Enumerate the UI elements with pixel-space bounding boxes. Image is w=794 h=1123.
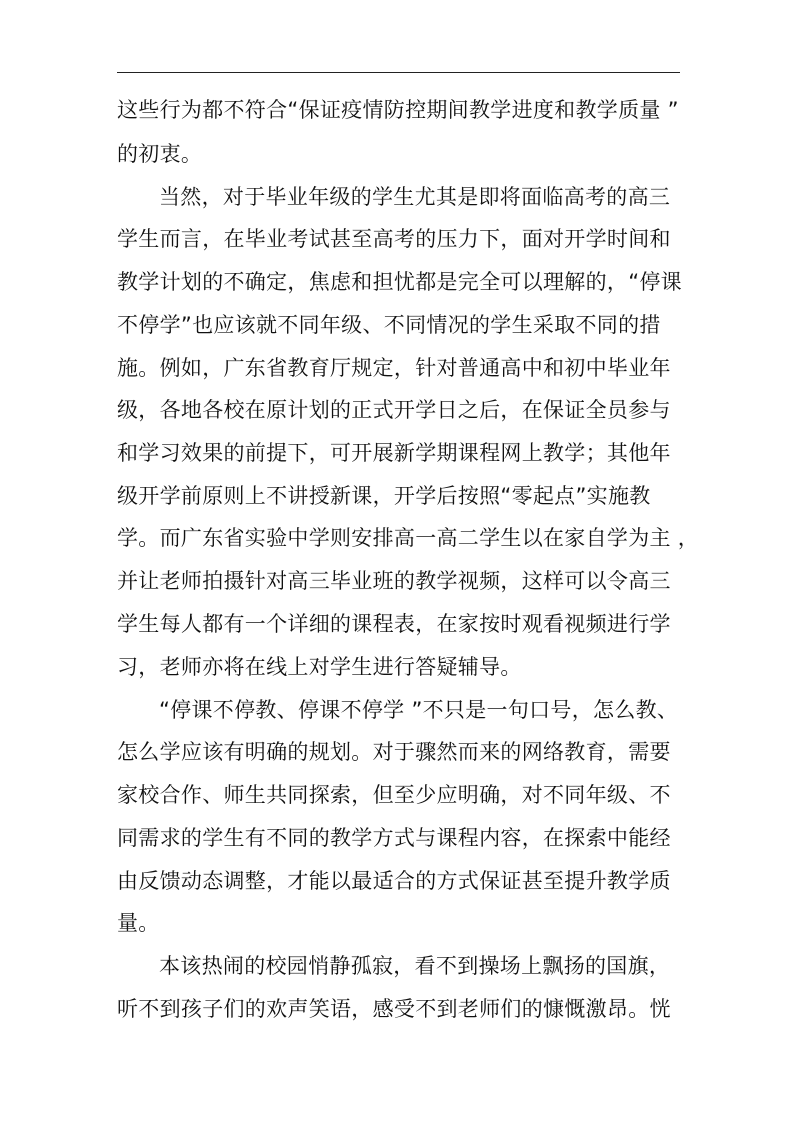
text-line: 学。而广东省实验中学则安排高一高二学生以在家自学为主 ， bbox=[117, 526, 700, 550]
text-line: 级开学前原则上不讲授新课，开学后按照“零起点”实施教 bbox=[117, 484, 651, 508]
text-line: 施。例如，广东省教育厅规定，针对普通高中和初中毕业年 bbox=[117, 356, 671, 380]
text-line: 和学习效果的前提下，可开展新学期课程网上教学；其他年 bbox=[117, 441, 671, 465]
paragraph-first-line: 当然，对于毕业年级的学生尤其是即将面临高考的高三 bbox=[159, 185, 671, 209]
text-line: 量。 bbox=[117, 911, 160, 935]
header-divider bbox=[117, 72, 680, 73]
text-line: 这些行为都不符合“保证疫情防控期间教学进度和教学质量 ” bbox=[117, 98, 679, 122]
text-line: 的初衷。 bbox=[117, 142, 203, 166]
text-line: 级，各地各校在原计划的正式开学日之后，在保证全员参与 bbox=[117, 398, 671, 422]
text-line: 学生每人都有一个详细的课程表，在家按时观看视频进行学 bbox=[117, 612, 671, 636]
text-line: 教学计划的不确定，焦虑和担忧都是完全可以理解的，“停课 bbox=[117, 270, 682, 294]
paragraph-first-line: “停课不停教、停课不停学 ”不只是一句口号，怎么教、 bbox=[159, 698, 679, 722]
text-line: 由反馈动态调整，才能以最适合的方式保证甚至提升教学质 bbox=[117, 869, 671, 893]
text-line: 听不到孩子们的欢声笑语，感受不到老师们的慷慨激昂。恍 bbox=[117, 997, 671, 1021]
text-line: 同需求的学生有不同的教学方式与课程内容，在探索中能经 bbox=[117, 826, 671, 850]
text-line: 并让老师拍摄针对高三毕业班的教学视频，这样可以令高三 bbox=[117, 569, 671, 593]
text-line: 不停学”也应该就不同年级、不同情况的学生采取不同的措 bbox=[117, 313, 661, 337]
text-line: 怎么学应该有明确的规划。对于骤然而来的网络教育，需要 bbox=[117, 740, 671, 764]
paragraph-first-line: 本该热闹的校园悄静孤寂，看不到操场上飘扬的国旗， bbox=[159, 954, 671, 978]
text-line: 学生而言，在毕业考试甚至高考的压力下，面对开学时间和 bbox=[117, 227, 671, 251]
text-line: 家校合作、师生共同探索，但至少应明确，对不同年级、不 bbox=[117, 783, 671, 807]
text-line: 习，老师亦将在线上对学生进行答疑辅导。 bbox=[117, 655, 522, 679]
